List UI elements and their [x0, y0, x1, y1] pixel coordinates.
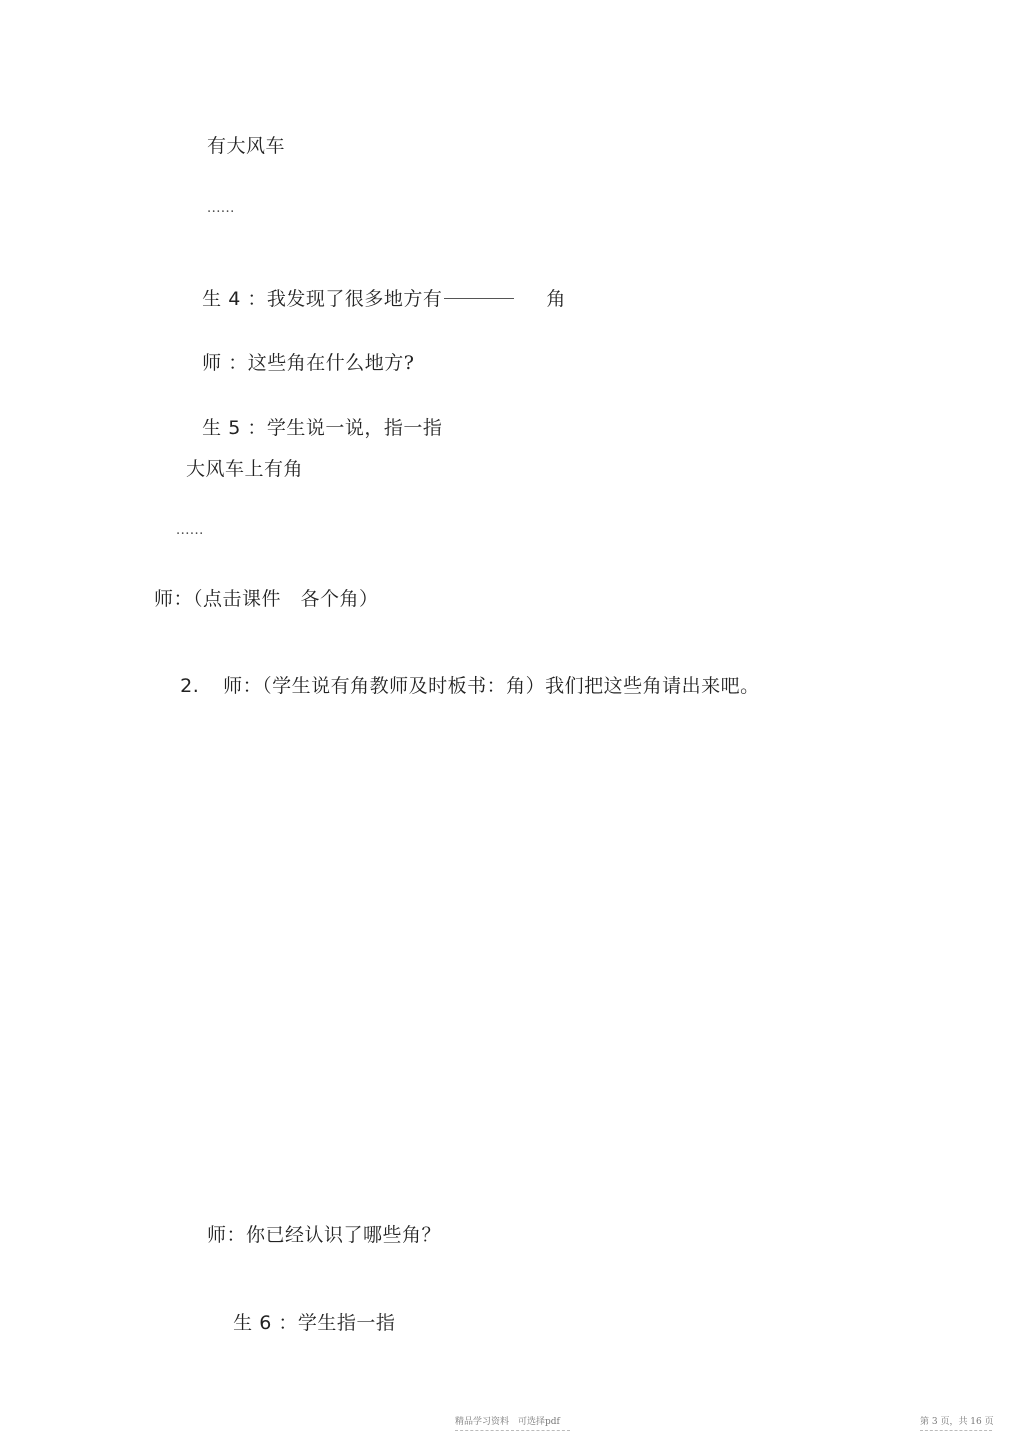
text-line-11: [207, 1287, 395, 1359]
text-line-8: 师：（点击课件 各个角）: [154, 588, 379, 610]
text-line-9: [154, 650, 760, 722]
ellipsis-line-2: ......: [176, 523, 204, 538]
blank-dash: [444, 298, 514, 299]
text-line-5: [176, 392, 442, 464]
list-number: 2.: [180, 675, 200, 697]
line-text: 师：（学生说有角教师及时板书：角）我们把这些角请出来吧。: [223, 675, 760, 697]
speaker-label: 生 6 ：: [233, 1312, 298, 1334]
footer-page-number: 第 3 页，共 16 页: [920, 1417, 994, 1427]
text-line-10: 师：你已经认识了哪些角？: [207, 1224, 442, 1246]
line-text: 我发现了很多地方有: [266, 288, 443, 310]
footer-left-dashes: [455, 1430, 570, 1431]
text-line-6: 大风车上有角: [186, 458, 304, 480]
speaker-label: 生 5 ：: [202, 417, 267, 439]
line-text: 这些角在什么地方?: [247, 352, 415, 374]
text-line-1: 有大风车: [207, 135, 286, 157]
footer-left-text: 精品学习资料 可选择pdf: [455, 1417, 560, 1427]
ellipsis-line-1: ......: [207, 201, 235, 216]
line-text: 学生指一指: [297, 1312, 396, 1334]
speaker-label: 师 ：: [202, 352, 248, 374]
text-line-3: [176, 263, 566, 335]
speaker-label: 生 4 ：: [202, 288, 267, 310]
line-end-text: 角: [546, 288, 566, 310]
line-text: 学生说一说，指一指: [266, 417, 443, 439]
footer-right-dashes: [920, 1430, 992, 1431]
text-line-4: [176, 327, 414, 399]
